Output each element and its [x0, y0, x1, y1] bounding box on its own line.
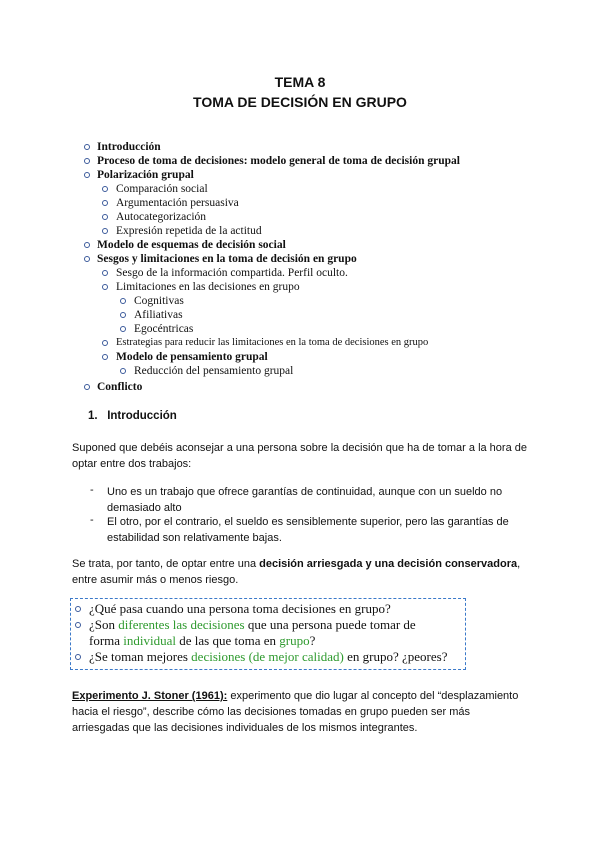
toc-item: Proceso de toma de decisiones: modelo general de toma de decisión grupal [97, 155, 460, 167]
toc-subsubitem: Egocéntricas [134, 323, 194, 335]
bullet-icon [102, 228, 108, 234]
toc-item: Modelo de esquemas de decisión social [97, 239, 286, 251]
toc-subsubitem: Afiliativas [134, 309, 183, 321]
bullet-icon [102, 340, 108, 346]
toc-subitem: Comparación social [116, 183, 208, 195]
risk-bold: decisión arriesgada y una decisión conservadora [259, 558, 518, 570]
section-number: 1. [88, 410, 98, 422]
bullet-icon [102, 270, 108, 276]
risk-suffix: , entre asumir más o menos riesgo. [72, 558, 521, 586]
question-2-continued [75, 633, 477, 649]
q4-highlight: decisiones [191, 649, 246, 664]
list-marker: - [90, 514, 94, 526]
list-item: El otro, por el contrario, el sueldo es sensiblemente superior, pero las garantías de estabilidad son relativamente bajas. [107, 516, 509, 544]
experiment-line2: hacia el riesgo”, describe cómo las decisiones tomadas en grupo pueden ser más [72, 706, 471, 718]
bullet-icon [84, 144, 90, 150]
list-marker: - [90, 484, 94, 496]
bullet-icon [84, 384, 90, 390]
questions-box [70, 598, 466, 670]
toc-subitem: Argumentación persuasiva [116, 197, 239, 209]
experiment-label: Experimento J. Stoner (1961): [72, 690, 228, 702]
doc-title: TEMA 8 [274, 74, 326, 90]
bullet-icon [84, 172, 90, 178]
toc-subsubitem: Reducción del pensamiento grupal [134, 365, 294, 377]
q4-end: en grupo? ¿peores? [343, 649, 448, 664]
question-3 [75, 649, 477, 665]
question-2 [75, 617, 463, 633]
section-heading [88, 410, 177, 422]
bullet-icon [102, 354, 108, 360]
bullet-icon [120, 326, 126, 332]
toc-item: Conflicto [97, 381, 143, 393]
risk-prefix: Se trata, por tanto, de optar entre una [72, 558, 260, 570]
toc-subitem: Sesgo de la información compartida. Perfil oculto. [116, 267, 348, 279]
question-1: ¿Qué pasa cuando una persona toma decisiones en grupo? [89, 601, 391, 616]
bullet-icon [84, 242, 90, 248]
bullet-icon [84, 256, 90, 262]
list-item: Uno es un trabajo que ofrece garantías de continuidad, aunque con un sueldo no demasiado alto [107, 486, 503, 514]
q4-quality: (de mejor calidad) [245, 649, 344, 664]
experiment-line1: experimento que dio lugar al concepto del “desplazamiento [227, 690, 519, 702]
toc-subitem: Modelo de pensamiento grupal [116, 351, 268, 363]
q2-start: ¿Son [89, 617, 119, 632]
bullet-icon [120, 312, 126, 318]
toc-item: Sesgos y limitaciones en la toma de decisión en grupo [97, 253, 357, 265]
bullet-icon [102, 284, 108, 290]
toc-subitem: Autocategorización [116, 211, 207, 223]
doc-subtitle: TOMA DE DECISIÓN EN GRUPO [193, 94, 407, 110]
bullet-icon [102, 200, 108, 206]
risk-paragraph [72, 556, 532, 588]
toc-item: Polarización grupal [97, 169, 194, 181]
q3-highlight-individual: individual [123, 633, 177, 648]
bullet-icon [120, 368, 126, 374]
q3-start: forma [89, 633, 124, 648]
section-title: Introducción [107, 410, 177, 422]
q3-highlight-grupo: grupo [279, 633, 310, 648]
experiment-paragraph [72, 688, 542, 736]
experiment-line3: arriesgadas que las decisiones individuales de los mismos integrantes. [72, 722, 418, 734]
q2-end: que una persona puede tomar de [244, 617, 416, 632]
bullet-icon [120, 298, 126, 304]
toc-subitem: Expresión repetida de la actitud [116, 225, 262, 237]
bullet-icon [102, 214, 108, 220]
bullet-icon [102, 186, 108, 192]
toc-item: Introducción [97, 141, 161, 153]
bullet-icon [84, 158, 90, 164]
q3-end: ? [309, 633, 316, 648]
toc-subitem: Estrategias para reducir las limitaciones en la toma de decisiones en grupo [116, 337, 429, 348]
q4-start: ¿Se toman mejores [89, 649, 192, 664]
toc-subitem: Limitaciones en las decisiones en grupo [116, 281, 300, 293]
toc-subsubitem: Cognitivas [134, 295, 184, 307]
intro-paragraph: Suponed que debéis aconsejar a una persona sobre la decisión que ha de tomar a la hora de optar entre dos trabajos: [72, 442, 527, 470]
q2-highlight: diferentes las decisiones [118, 617, 245, 632]
table-of-contents [0, 0, 600, 400]
q3-mid: de las que toma en [176, 633, 280, 648]
